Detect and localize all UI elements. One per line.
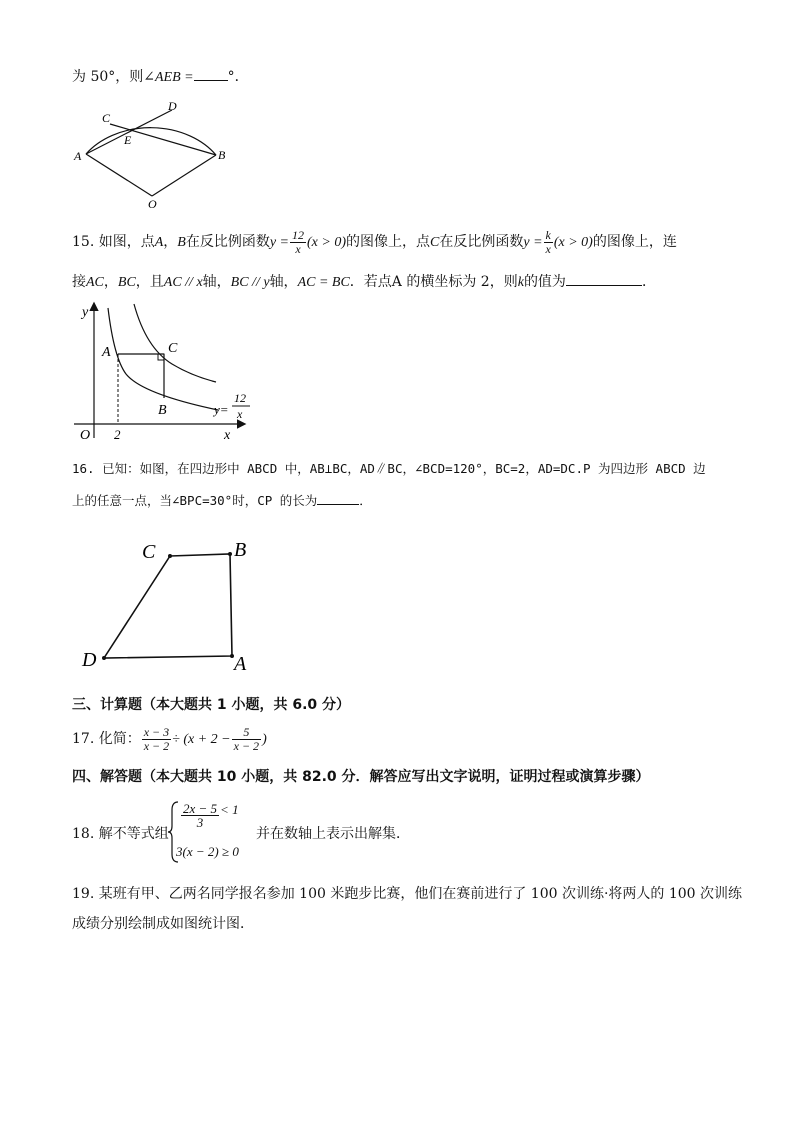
q14-label-d: D [168,99,177,113]
q14-angle: ∠AEB = [143,70,194,85]
q15-tick-2: 2 [114,427,121,442]
q19-line1: 19. 某班有甲、乙两名同学报名参加 100 米跑步比赛，他们在赛前进行了 100 次训练·将两人的 100 次训练 [72,886,743,902]
q16-line2: 上的任意一点，当∠BPC=30°时，CP 的长为 ． [72,490,372,511]
q14-answer-blank [194,66,228,81]
q18-ineq1: $\frac{2x - 5}{3}$ < 1 [183,801,239,830]
q14-label-o: O [148,197,157,211]
q17-frac2: $\frac{5}{x - 2}$ [233,724,260,753]
q16-label-a: A [234,653,247,675]
q15-point-c: C [168,341,178,356]
q17-frac1: $\frac{x - 3}{x - 2}$ [143,724,170,753]
q18-tail: 并在数轴上表示出解集． [256,826,410,842]
q16-figure [76,536,266,676]
q15-axis-x: x [224,428,231,443]
q16-line1: 16. 已知：如图，在四边形中 ABCD 中，AB⊥BC，AD∥BC，∠BCD=120°，BC=2，AD=DC.P 为四边形 ABCD 边 [72,461,706,476]
q15-graph [68,298,258,446]
q15-curve-label: y= [214,402,229,417]
q16-answer-blank [317,490,359,505]
q15-line2: 接AC，BC，且AC // x轴，BC // y轴，AC = BC．若点A 的横坐标为 2，则k的值为 ． [72,271,656,293]
q15-frac1: $\frac{12}{x}$ [292,227,305,256]
q16-label-b: B [234,539,247,561]
q14-text: 为 50°，则∠AEB = °． [72,66,249,88]
q14-label-e: E [124,133,132,147]
q14-figure [70,98,230,213]
q18-ineq2: 3(x − 2) ≥ 0 [176,844,239,859]
q15-axis-y: y [82,305,89,320]
q15-frac2: $\frac{k}{x}$ [545,227,551,256]
q16-label-d: D [82,649,97,671]
q14-label-b: B [218,148,226,162]
q15-curve-num: 12 [234,391,246,405]
section-3-heading: 三、计算题（本大题共 1 小题，共 6.0 分） [72,697,351,713]
q15-point-a: A [102,345,111,360]
q18-label: 18. 解不等式组 [72,826,169,842]
q15-point-b: B [158,403,167,418]
q15-line1: 15. 如图，点A，B在反比例函数y = $\frac{12}{x}$ (x > 0)的图像上，点C在反比例函数y = $\frac{k}{x}$ (x > 0)的图像上，连 [72,227,677,256]
q15-curve-den: x [237,407,243,421]
q14-label-c: C [102,111,111,125]
q16-label-c: C [142,541,156,563]
section-4-heading: 四、解答题（本大题共 10 小题，共 82.0 分．解答应写出文字说明，证明过程或演算步骤） [72,769,650,785]
q15-origin: O [80,428,91,443]
q17-line: 17. 化简： $\frac{x - 3}{x - 2}$ ÷ (x + 2 − $\frac{5}{x - 2}$ ) [72,724,267,753]
q14-label-a: A [74,149,82,163]
q19-line2: 成绩分别绘制成如图统计图． [72,916,254,932]
q15-answer-blank [566,271,642,286]
